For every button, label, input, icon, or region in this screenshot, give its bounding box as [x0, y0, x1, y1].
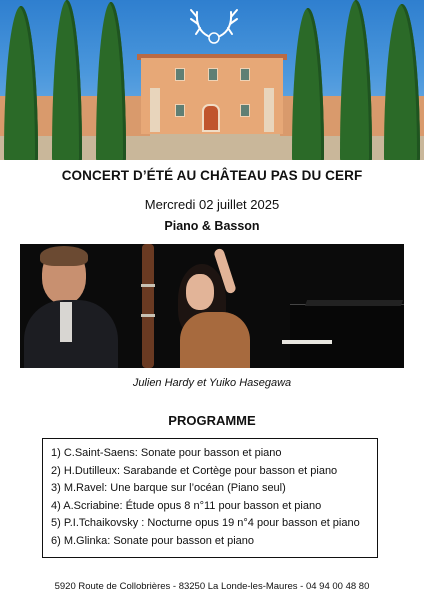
- cypress-tree: [292, 8, 324, 160]
- programme-item: 1) C.Saint-Saens: Sonate pour basson et piano: [51, 447, 282, 459]
- pianist-sweater: [180, 312, 250, 368]
- programme-item: 6) M.Glinka: Sonate pour basson et piano: [51, 534, 255, 547]
- bassoon-key: [141, 284, 155, 287]
- venue-address: 5920 Route de Collobrières - 83250 La Londe-les-Maures - 04 94 00 48 80: [54, 581, 370, 592]
- villa-door: [202, 104, 220, 132]
- programme-item: 5) P.I.Tchaikovsky : Nocturne opus 19 n°4 pour basson et piano: [51, 517, 360, 530]
- deer-antlers-logo-icon: [186, 2, 242, 46]
- concert-instruments: Piano & Basson: [164, 219, 260, 233]
- cypress-tree: [340, 0, 372, 160]
- programme-heading: PROGRAMME: [168, 413, 256, 428]
- gate-post: [264, 88, 274, 132]
- window: [175, 104, 185, 117]
- window: [175, 68, 185, 81]
- piano-lid: [305, 300, 403, 306]
- bassoonist-hair: [40, 246, 88, 266]
- programme-item: 2) H.Dutilleux: Sarabande et Cortège pour basson et piano: [51, 464, 338, 477]
- programme-item: 3) M.Ravel: Une barque sur l’océan (Piano seul): [51, 482, 286, 495]
- cypress-tree: [52, 0, 82, 160]
- window: [240, 104, 250, 117]
- programme-list: [42, 438, 378, 558]
- performers-photo: [20, 244, 404, 368]
- gate-post: [150, 88, 160, 132]
- cypress-tree: [4, 6, 38, 160]
- shirt-collar: [60, 302, 72, 342]
- concert-date: Mercredi 02 juillet 2025: [144, 197, 280, 212]
- window: [240, 68, 250, 81]
- piano: [290, 304, 404, 368]
- bassoon: [142, 244, 154, 368]
- window: [208, 68, 218, 81]
- performers-caption: Julien Hardy et Yuiko Hasegawa: [132, 377, 292, 389]
- concert-title: CONCERT D’ÉTÉ AU CHÂTEAU PAS DU CERF: [61, 168, 363, 183]
- cypress-tree: [384, 4, 420, 160]
- cypress-tree: [96, 2, 126, 160]
- bassoon-key: [141, 314, 155, 317]
- programme-item: 4) A.Scriabine: Étude opus 8 n°11 pour basson et piano: [51, 499, 322, 512]
- chateau-photo: [0, 0, 424, 160]
- piano-keys: [282, 340, 332, 344]
- pianist-face: [186, 274, 214, 310]
